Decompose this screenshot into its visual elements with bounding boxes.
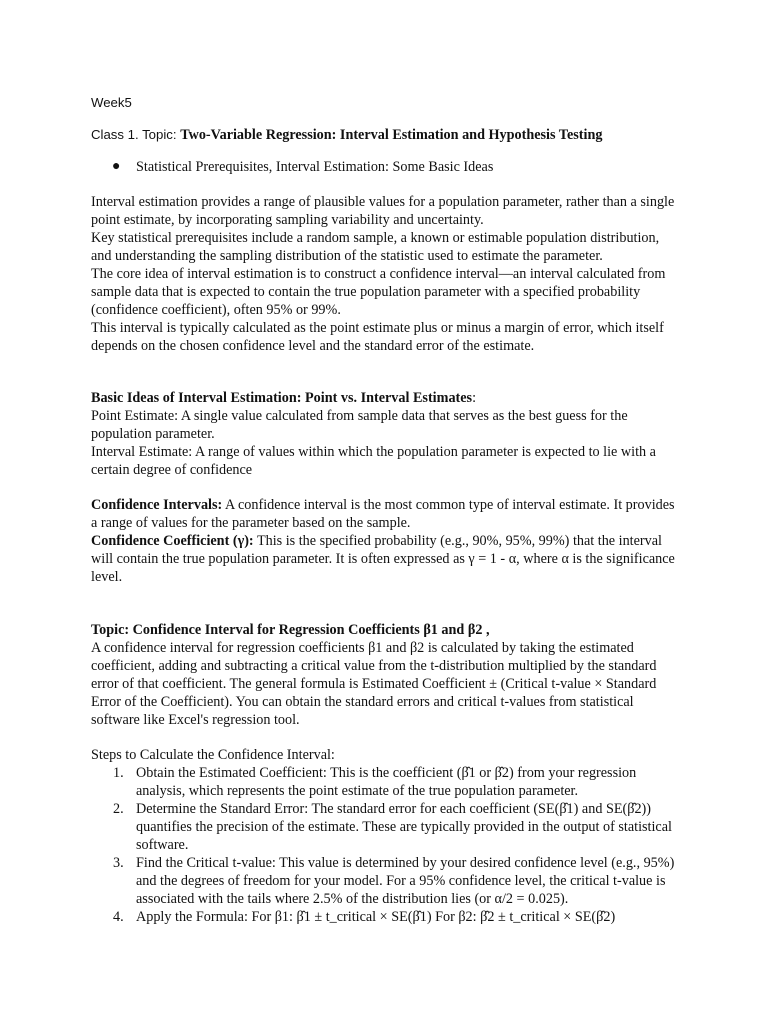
intro-section	[91, 193, 683, 355]
step-item	[91, 800, 683, 854]
step-number: 3.	[113, 855, 124, 871]
point-estimate-text: Point Estimate: A single value calculated from sample data that serves as the best guess for the population parameter.	[91, 408, 628, 442]
step-text: Find the Critical t-value: This value is determined by your desired confidence level (e.g., 95%) and the degrees of freedom for your model. For a 95% confidence level, the critical t-value is associated with the tails where 2.5% of the distribution lies (or α/2 = 0.025).	[136, 855, 675, 907]
step-number: 1.	[113, 765, 124, 781]
step-text: Apply the Formula: For β1: β̂1 ± t_critical × SE(β̂1) For β2: β̂2 ± t_critical × SE(β̂2)	[136, 909, 616, 925]
intro-paragraph: Interval estimation provides a range of plausible values for a population parameter, rather than a single point estimate, by incorporating sampling variability and uncertainty.	[91, 194, 675, 228]
coef-paragraph	[91, 532, 683, 586]
step-item	[91, 764, 683, 800]
ci-label: Confidence Intervals:	[91, 497, 223, 513]
interval-estimate-text: Interval Estimate: A range of values within which the population parameter is expected to lie with a certain degree of confidence	[91, 444, 656, 478]
ci-text: A confidence interval is the most common type of interval estimate. It provides a range of values for the parameter based on the sample.	[91, 497, 675, 531]
ci-paragraph	[91, 496, 683, 532]
basic-ideas-section	[91, 389, 683, 479]
bullet-text: Statistical Prerequisites, Interval Estimation: Some Basic Ideas	[136, 159, 494, 175]
steps-section	[91, 746, 683, 926]
coef-text: This is the specified probability (e.g., 90%, 95%, 99%) that the interval will contain the true population parameter. It is often expressed as γ = 1 - α, where α is the significance level.	[91, 533, 675, 585]
basic-ideas-heading	[91, 389, 683, 407]
confidence-intervals-section	[91, 496, 683, 586]
step-item	[91, 908, 683, 926]
steps-list	[91, 764, 683, 926]
steps-heading: Steps to Calculate the Confidence Interval:	[91, 747, 335, 763]
intro-paragraph: This interval is typically calculated as the point estimate plus or minus a margin of error, which itself depends on the chosen confidence level and the standard error of the estimate.	[91, 320, 664, 354]
step-text: Determine the Standard Error: The standard error for each coefficient (SE(β̂1) and SE(β̂2)) quantifies the precision of the estimate. These are typically provided in the output of statistical software.	[136, 801, 672, 853]
step-text: Obtain the Estimated Coefficient: This is the coefficient (β̂1 or β̂2) from your regression analysis, which represents the point estimate of the true population parameter.	[136, 765, 637, 799]
step-number: 4.	[113, 909, 124, 925]
step-item	[91, 854, 683, 908]
bullet-dot-icon: ●	[112, 159, 121, 174]
intro-paragraph: The core idea of interval estimation is to construct a confidence interval—an interval calculated from sample data that is expected to contain the true population parameter with a specified probability (confidence coefficient), often 95% or 99%.	[91, 266, 666, 318]
topic2-section	[91, 621, 683, 729]
step-number: 2.	[113, 801, 124, 817]
topic2-body: A confidence interval for regression coefficients β1 and β2 is calculated by taking the estimated coefficient, adding and subtracting a critical value from the t-distribution multiplied by the standard error of that coefficient. The general formula is Estimated Coefficient ± (Critical t-value × Standard Error of the Coefficient). You can obtain the standard errors and critical t-values from statistical software like Excel's regression tool.	[91, 640, 657, 728]
basic-heading-text: Basic Ideas of Interval Estimation: Point vs. Interval Estimates	[91, 390, 473, 406]
week-label: Week5	[91, 95, 132, 110]
basic-heading-colon: :	[472, 390, 477, 406]
page-title	[91, 126, 683, 144]
intro-paragraph: Key statistical prerequisites include a random sample, a known or estimable population distribution, and understanding the sampling distribution of the statistic used to estimate the parameter.	[91, 230, 660, 264]
topic2-heading	[91, 621, 683, 639]
coef-label: Confidence Coefficient (γ):	[91, 533, 254, 549]
title-prefix: Class 1. Topic:	[91, 127, 181, 142]
topic2-heading-text: Topic: Confidence Interval for Regression Coefficients β1 and β2 ,	[91, 622, 490, 638]
title-bold: Two-Variable Regression: Interval Estimation and Hypothesis Testing	[180, 127, 603, 143]
